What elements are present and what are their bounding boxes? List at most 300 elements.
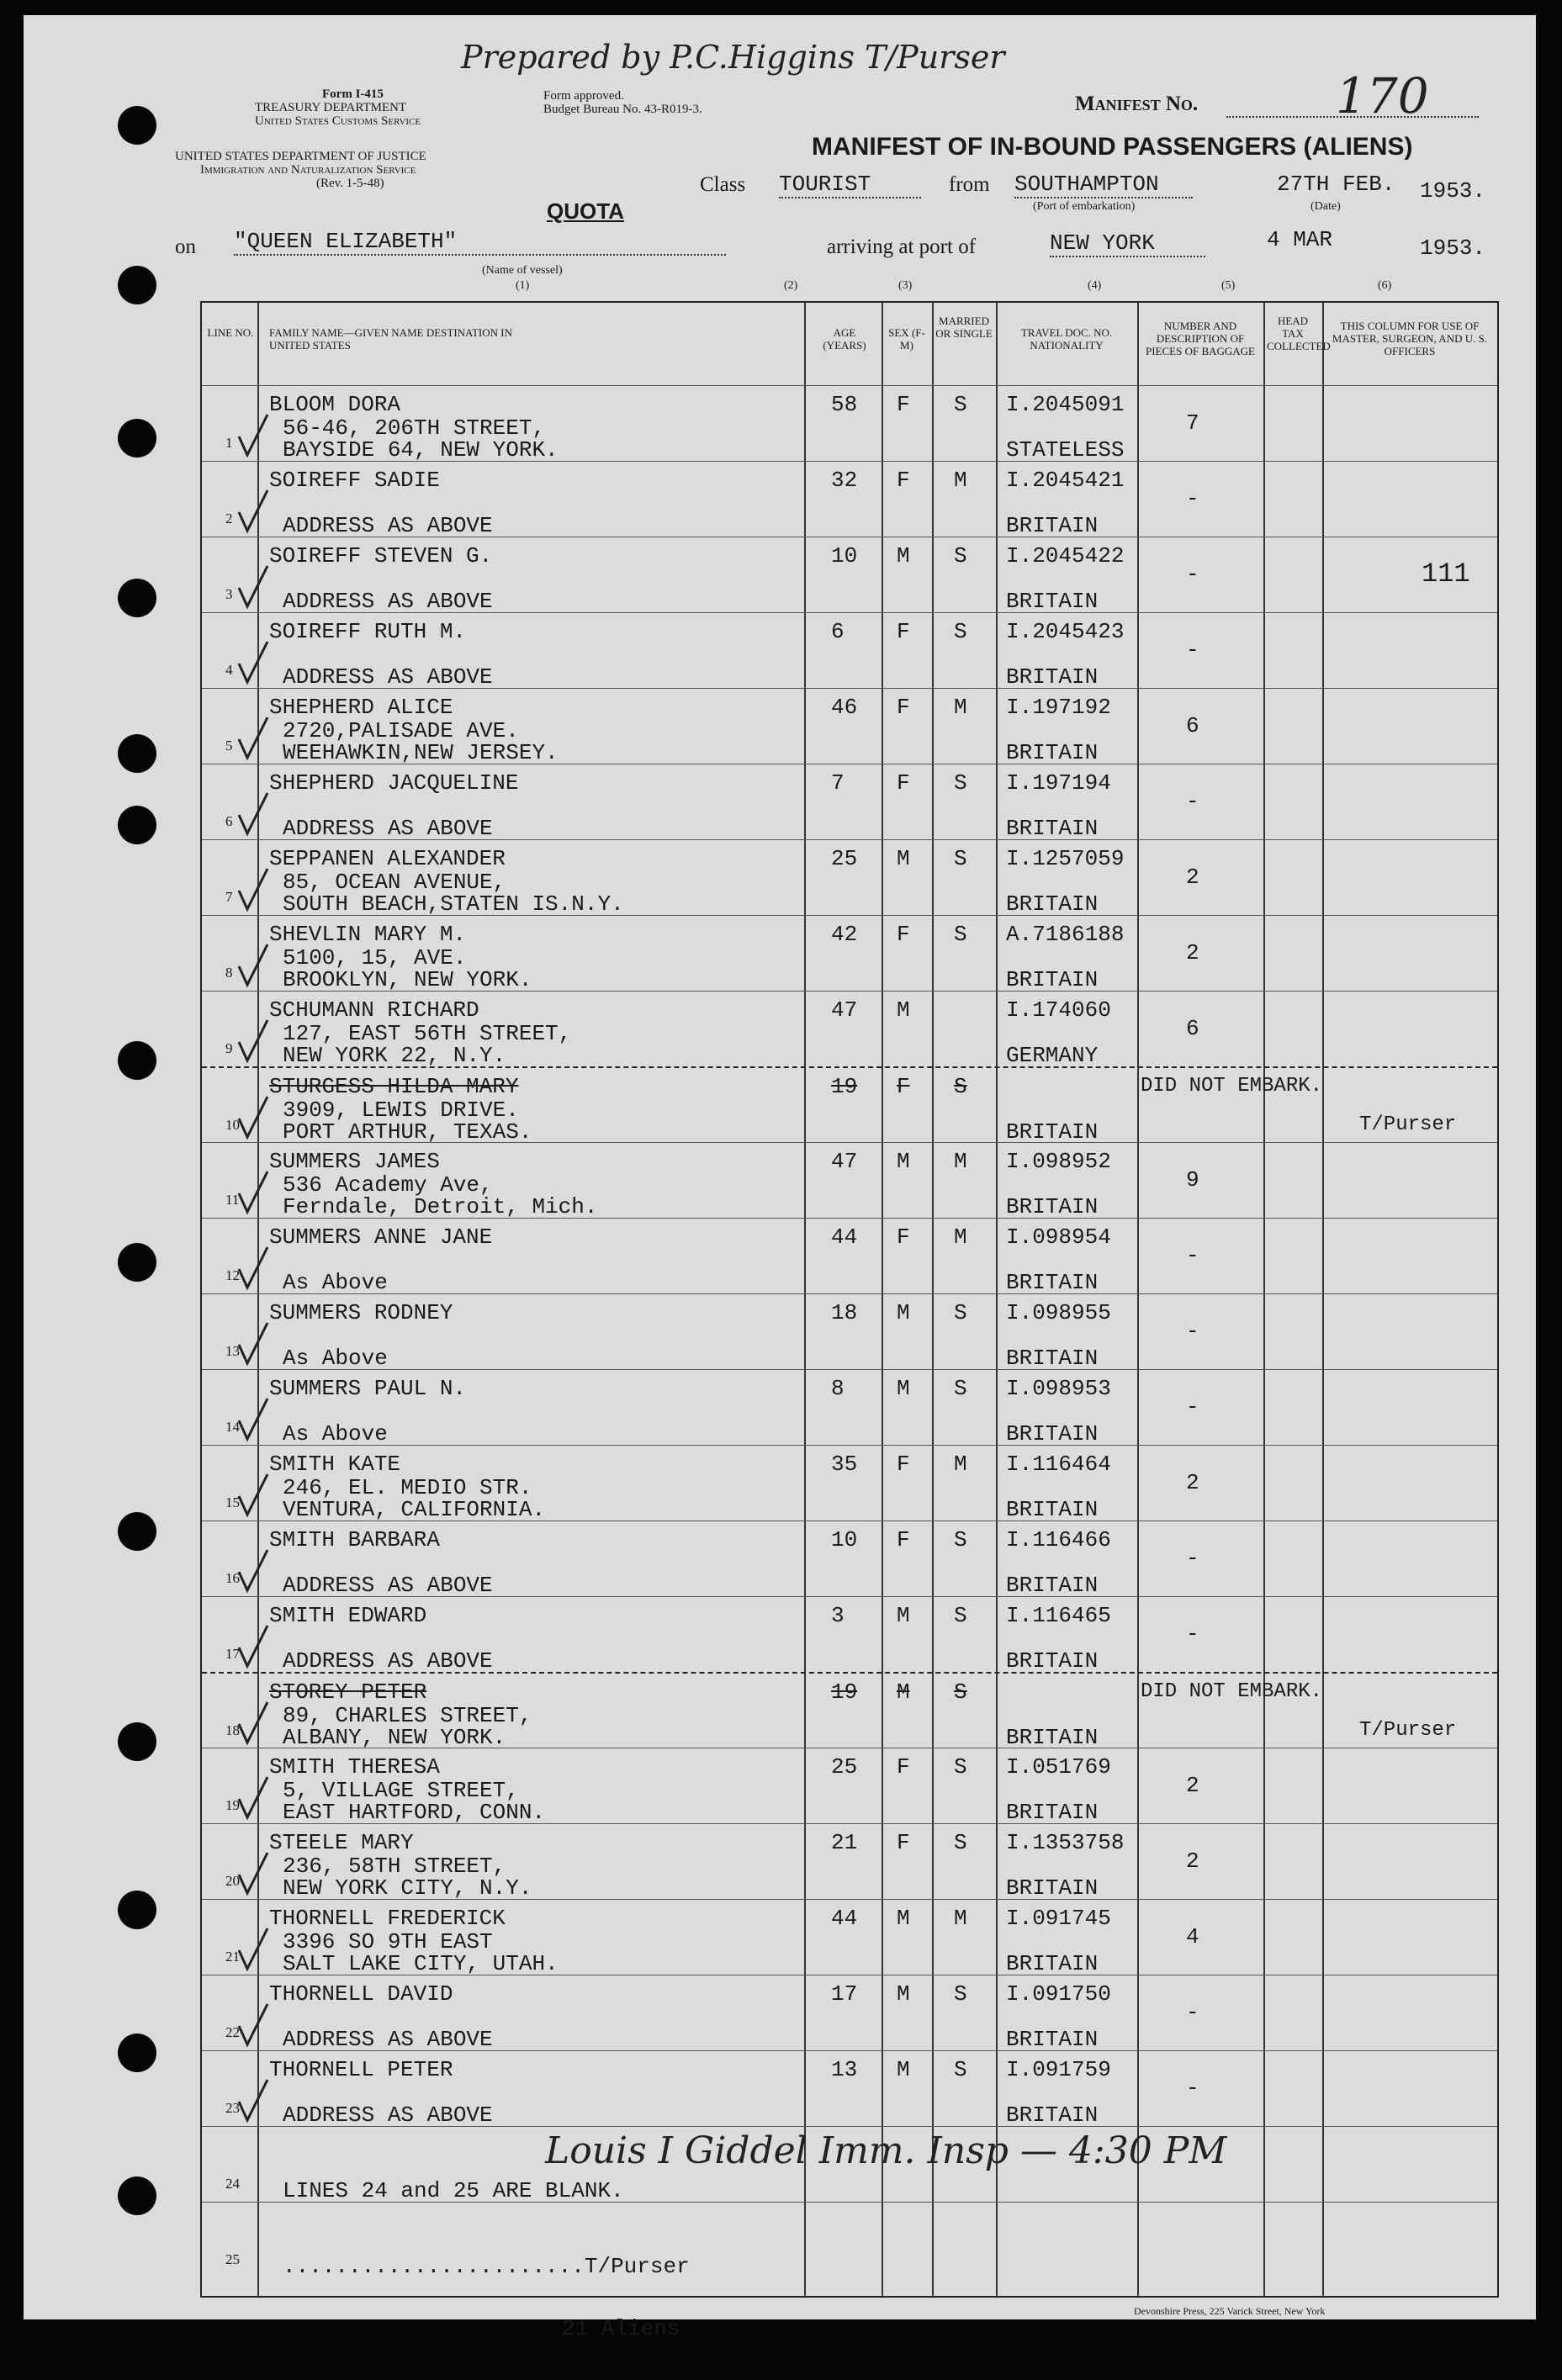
line-number: 1	[225, 435, 233, 451]
age-value: 44	[831, 1906, 858, 1931]
passenger-name: SHEPHERD JACQUELINE	[269, 770, 519, 796]
line-number: 22	[225, 2024, 240, 2040]
baggage-value: 2	[1186, 940, 1199, 965]
passenger-name: SHEVLIN MARY M.	[269, 922, 467, 947]
on-label: on	[175, 235, 196, 258]
line-number: 25	[225, 2251, 240, 2267]
line-number: 15	[225, 1494, 240, 1510]
baggage-value: -	[1186, 1621, 1199, 1647]
arrival-date: 4 MAR	[1267, 227, 1333, 252]
marital-status: S	[954, 1981, 967, 2007]
address-line-2: ADDRESS AS ABOVE	[283, 2102, 493, 2128]
binder-hole	[118, 579, 156, 617]
table-row	[202, 1369, 1497, 1446]
sex-value: M	[897, 1981, 910, 2007]
travel-doc-number: I.098954	[1006, 1224, 1111, 1250]
nationality: BRITAIN	[1006, 1119, 1099, 1145]
age-value: 58	[831, 392, 858, 417]
age-value: 13	[831, 2057, 858, 2082]
line-number: 18	[225, 1722, 240, 1738]
baggage-value: -	[1186, 1319, 1199, 1344]
table-row	[202, 1899, 1497, 1975]
travel-doc-number: I.098955	[1006, 1300, 1111, 1325]
marital-status: S	[954, 1754, 967, 1780]
nationality: BRITAIN	[1006, 664, 1099, 690]
age-value: 18	[831, 1300, 858, 1325]
binder-hole	[118, 1243, 156, 1282]
officer-note: 111	[1422, 558, 1470, 590]
nationality: BRITAIN	[1006, 513, 1099, 538]
baggage-value: -	[1186, 1546, 1199, 1571]
address-line-2: ADDRESS AS ABOVE	[283, 816, 493, 841]
line-number: 2	[225, 510, 233, 526]
checkmark-icon	[236, 638, 269, 685]
form-approved: Form approved.	[543, 89, 624, 103]
age-value: 3	[831, 1603, 845, 1628]
checkmark-icon	[236, 1093, 269, 1140]
table-row	[202, 764, 1497, 840]
column-number: (1)	[516, 279, 530, 292]
class-label: Class	[700, 173, 746, 196]
line-number: 17	[225, 1646, 240, 1662]
baggage-value: -	[1186, 2000, 1199, 2025]
travel-doc-number: I.098953	[1006, 1376, 1111, 1401]
age-value: 8	[831, 1376, 845, 1401]
line-number: 16	[225, 1570, 240, 1586]
passenger-name: SOIREFF STEVEN G.	[269, 543, 493, 569]
checkmark-icon	[236, 1622, 269, 1669]
passenger-name: STEELE MARY	[269, 1830, 414, 1855]
marital-status: S	[954, 1527, 967, 1552]
nationality: BRITAIN	[1006, 1573, 1099, 1598]
manifest-title: MANIFEST OF IN-BOUND PASSENGERS (ALIENS)	[812, 133, 1413, 161]
table-row	[202, 1521, 1497, 1597]
baggage-value: 6	[1186, 713, 1199, 738]
travel-doc-number: I.197194	[1006, 770, 1111, 796]
travel-doc-number: I.2045421	[1006, 468, 1125, 493]
table-row	[202, 1748, 1497, 1824]
col-header-married: MARRIED OR SINGLE	[935, 315, 993, 340]
travel-doc-number: I.2045422	[1006, 543, 1125, 569]
marital-status: S	[954, 543, 967, 569]
justice-label: UNITED STATES DEPARTMENT OF JUSTICE	[175, 150, 426, 163]
checkmark-icon	[236, 1774, 269, 1821]
manifest-no-label: Manifest No.	[1075, 93, 1199, 115]
sex-value: M	[897, 543, 910, 569]
age-value: 19	[831, 1074, 858, 1099]
age-value: 25	[831, 1754, 858, 1780]
passenger-name: SEPPANEN ALEXANDER	[269, 846, 506, 871]
address-line-2: PORT ARTHUR, TEXAS.	[283, 1119, 532, 1145]
line-number: 5	[225, 738, 233, 754]
age-value: 25	[831, 846, 858, 871]
sex-value: M	[897, 846, 910, 871]
baggage-value: -	[1186, 562, 1199, 587]
line-number: 10	[225, 1117, 240, 1133]
treasury-label: TREASURY DEPARTMENT	[255, 101, 407, 114]
sex-value: F	[897, 770, 910, 796]
nationality: BRITAIN	[1006, 891, 1099, 917]
sex-value: F	[897, 1830, 910, 1855]
address-line-2: LINES 24 and 25 ARE BLANK.	[283, 2178, 624, 2203]
passenger-name: SMITH EDWARD	[269, 1603, 427, 1628]
baggage-value: 6	[1186, 1016, 1199, 1041]
vessel-name: "QUEEN ELIZABETH"	[234, 229, 726, 256]
binder-hole	[118, 734, 156, 773]
column-number: (2)	[784, 279, 798, 292]
passenger-name: STOREY PETER	[269, 1679, 427, 1705]
col-header-line-no: LINE NO.	[207, 326, 254, 339]
address-line-1: 89, CHARLES STREET,	[283, 1703, 532, 1728]
age-value: 35	[831, 1452, 858, 1477]
nationality: BRITAIN	[1006, 1800, 1099, 1825]
marital-status: M	[954, 1149, 967, 1174]
baggage-value: 7	[1186, 410, 1199, 436]
table-row	[202, 1672, 1497, 1749]
address-line-1: 536 Academy Ave,	[283, 1172, 493, 1198]
marital-status: S	[954, 392, 967, 417]
line-number: 14	[225, 1419, 240, 1435]
form-id: Form I-415	[322, 87, 384, 101]
column-number: (6)	[1378, 279, 1392, 292]
line-number: 12	[225, 1267, 240, 1283]
table-row	[202, 1218, 1497, 1294]
sex-value: F	[897, 392, 910, 417]
checkmark-icon	[236, 1395, 269, 1442]
sex-value: M	[897, 1679, 910, 1705]
sex-value: F	[897, 1754, 910, 1780]
marital-status: S	[954, 619, 967, 644]
checkmark-icon	[236, 2076, 269, 2123]
nationality: BRITAIN	[1006, 1497, 1099, 1522]
col-header-travel-doc: TRAVEL DOC. NO. NATIONALITY	[1020, 326, 1113, 352]
checkmark-icon	[236, 714, 269, 761]
line-number: 20	[225, 1873, 240, 1889]
nationality: BRITAIN	[1006, 589, 1099, 614]
manifest-no-value: 170	[1336, 67, 1429, 124]
nationality: GERMANY	[1006, 1043, 1099, 1068]
nationality: BRITAIN	[1006, 2102, 1099, 2128]
checkmark-icon	[236, 1849, 269, 1896]
age-value: 10	[831, 543, 858, 569]
passenger-name: SUMMERS RODNEY	[269, 1300, 453, 1325]
address-line-1: 246, EL. MEDIO STR.	[283, 1475, 532, 1500]
binder-hole	[118, 806, 156, 844]
sex-value: F	[897, 619, 910, 644]
sex-value: M	[897, 1376, 910, 1401]
checkmark-icon	[236, 1168, 269, 1215]
address-line-1: 5100, 15, AVE.	[283, 945, 467, 971]
line-number: 23	[225, 2100, 240, 2116]
address-line-1: 56-46, 206TH STREET,	[283, 415, 546, 441]
address-line-2: .......................T/Purser	[283, 2254, 690, 2279]
table-row	[202, 2202, 1497, 2278]
baggage-value: 2	[1186, 1470, 1199, 1495]
marital-status: S	[954, 1376, 967, 1401]
baggage-value: -	[1186, 1394, 1199, 1420]
marital-status: S	[954, 1300, 967, 1325]
rev-label: (Rev. 1-5-48)	[316, 177, 384, 190]
binder-hole	[118, 2176, 156, 2215]
binder-hole	[118, 1891, 156, 1929]
inspector-note: Louis I Giddel Imm. Insp — 4:30 PM	[545, 2129, 1227, 2172]
address-line-2: BROOKLYN, NEW YORK.	[283, 967, 532, 992]
officer-note: T/Purser	[1359, 1113, 1457, 1136]
checkmark-icon	[236, 1320, 269, 1367]
address-line-2: SALT LAKE CITY, UTAH.	[283, 1951, 559, 1976]
baggage-value: -	[1186, 2076, 1199, 2101]
nationality: STATELESS	[1006, 437, 1125, 463]
sex-value: M	[897, 1906, 910, 1931]
address-line-2: NEW YORK CITY, N.Y.	[283, 1875, 532, 1901]
col-header-name: FAMILY NAME—GIVEN NAME DESTINATION IN UNITED STATES	[269, 326, 513, 352]
arrival-port: NEW YORK	[1050, 230, 1205, 257]
travel-doc-number: I.2045423	[1006, 619, 1125, 644]
line-number: 9	[225, 1040, 233, 1056]
table-row	[202, 537, 1497, 613]
marital-status: S	[954, 922, 967, 947]
travel-doc-number: I.098952	[1006, 1149, 1111, 1174]
binder-hole	[118, 1722, 156, 1761]
nationality: BRITAIN	[1006, 1875, 1099, 1901]
line-number: 24	[225, 2176, 240, 2192]
line-number: 19	[225, 1797, 240, 1813]
aliens-count: 21 Aliens	[562, 2316, 680, 2341]
address-line-1: 236, 58TH STREET,	[283, 1854, 506, 1879]
sex-value: M	[897, 2057, 910, 2082]
passenger-name: THORNELL PETER	[269, 2057, 453, 2082]
address-line-2: ADDRESS AS ABOVE	[283, 513, 493, 538]
address-line-2: BAYSIDE 64, NEW YORK.	[283, 437, 559, 463]
baggage-value: -	[1186, 486, 1199, 511]
address-line-2: As Above	[283, 1346, 388, 1371]
class-value: TOURIST	[779, 172, 921, 198]
passenger-name: STURGESS HILDA MARY	[269, 1074, 519, 1099]
binder-hole	[118, 1041, 156, 1080]
travel-doc-number: I.197192	[1006, 695, 1111, 720]
address-line-2: EAST HARTFORD, CONN.	[283, 1800, 546, 1825]
age-value: 47	[831, 1149, 858, 1174]
passenger-name: SOIREFF SADIE	[269, 468, 440, 493]
age-value: 17	[831, 1981, 858, 2007]
table-row	[202, 612, 1497, 689]
binder-hole	[118, 106, 156, 145]
passenger-name: THORNELL FREDERICK	[269, 1906, 506, 1931]
line-number: 4	[225, 662, 233, 678]
table-row	[202, 1066, 1497, 1144]
address-line-1: 2720,PALISADE AVE.	[283, 718, 519, 743]
marital-status: S	[954, 770, 967, 796]
sex-value: F	[897, 468, 910, 493]
table-row	[202, 1445, 1497, 1521]
marital-status: M	[954, 468, 967, 493]
sex-value: F	[897, 922, 910, 947]
from-label: from	[949, 173, 990, 196]
travel-doc-number: I.2045091	[1006, 392, 1125, 417]
address-line-1: 3909, LEWIS DRIVE.	[283, 1097, 519, 1123]
age-value: 21	[831, 1830, 858, 1855]
travel-doc-number: I.091750	[1006, 1981, 1111, 2007]
address-line-1: 85, OCEAN AVENUE,	[283, 870, 506, 895]
passenger-name: SCHUMANN RICHARD	[269, 997, 479, 1023]
travel-doc-number: I.1353758	[1006, 1830, 1125, 1855]
sex-value: F	[897, 1527, 910, 1552]
line-number: 6	[225, 813, 233, 829]
baggage-value: 2	[1186, 865, 1199, 890]
line-number: 8	[225, 965, 233, 981]
marital-status: M	[954, 695, 967, 720]
marital-status: S	[954, 2057, 967, 2082]
sex-value: M	[897, 997, 910, 1023]
passenger-name: SUMMERS PAUL N.	[269, 1376, 467, 1401]
column-number: (3)	[898, 279, 913, 292]
marital-status: S	[954, 846, 967, 871]
table-row	[202, 991, 1497, 1067]
marital-status: M	[954, 1224, 967, 1250]
checkmark-icon	[236, 865, 269, 912]
col-header-sex: SEX (F-M)	[888, 326, 925, 352]
age-value: 19	[831, 1679, 858, 1705]
address-line-2: ADDRESS AS ABOVE	[283, 1573, 493, 1598]
passenger-name: SHEPHERD ALICE	[269, 695, 453, 720]
baggage-value: -	[1186, 637, 1199, 663]
passenger-name: SOIREFF RUTH M.	[269, 619, 467, 644]
baggage-value: -	[1186, 1243, 1199, 1268]
budget-bureau: Budget Bureau No. 43-R019-3.	[543, 103, 702, 116]
travel-doc-number: I.051769	[1006, 1754, 1111, 1780]
baggage-value: DID NOT EMBARK.	[1141, 1075, 1323, 1097]
travel-doc-number: I.116464	[1006, 1452, 1111, 1477]
marital-status: S	[954, 1679, 967, 1705]
line-number: 7	[225, 889, 233, 905]
nationality: BRITAIN	[1006, 816, 1099, 841]
col-header-officers: THIS COLUMN FOR USE OF MASTER, SURGEON, AND U. S. OFFICERS	[1332, 320, 1488, 357]
nationality: BRITAIN	[1006, 1421, 1099, 1447]
checkmark-icon	[236, 411, 269, 458]
col-header-age: AGE (YEARS)	[823, 326, 866, 352]
marital-status: S	[954, 1074, 967, 1099]
prepared-by-note: Prepared by P.C.Higgins T/Purser	[461, 39, 1005, 76]
checkmark-icon	[236, 1244, 269, 1291]
customs-label: United States Customs Service	[255, 114, 421, 128]
age-value: 42	[831, 922, 858, 947]
address-line-2: ALBANY, NEW YORK.	[283, 1725, 506, 1750]
sex-value: F	[897, 1224, 910, 1250]
marital-status: S	[954, 1603, 967, 1628]
sex-value: M	[897, 1603, 910, 1628]
binder-hole	[118, 1512, 156, 1551]
table-row	[202, 1293, 1497, 1370]
travel-doc-number: I.091745	[1006, 1906, 1111, 1931]
arrival-year: 1953.	[1420, 235, 1486, 261]
passenger-table	[200, 301, 1499, 2298]
table-row	[202, 1975, 1497, 2051]
passenger-name: THORNELL DAVID	[269, 1981, 453, 2007]
table-row	[202, 385, 1497, 462]
port-embark-caption: (Port of embarkation)	[1033, 200, 1136, 213]
address-line-1: 3396 SO 9TH EAST	[283, 1929, 493, 1954]
nationality: BRITAIN	[1006, 1648, 1099, 1674]
baggage-value: 2	[1186, 1848, 1199, 1874]
travel-doc-number: I.091759	[1006, 2057, 1111, 2082]
checkmark-icon	[236, 1017, 269, 1064]
nationality: BRITAIN	[1006, 2027, 1099, 2052]
age-value: 44	[831, 1224, 858, 1250]
column-number: (4)	[1088, 279, 1102, 292]
binder-hole	[118, 266, 156, 304]
manifest-page	[24, 15, 1536, 2341]
date-value: 27TH FEB.	[1277, 172, 1395, 197]
passenger-name: SMITH THERESA	[269, 1754, 440, 1780]
year-value: 1953.	[1420, 178, 1486, 204]
address-line-2: ADDRESS AS ABOVE	[283, 589, 493, 614]
travel-doc-number: A.7186188	[1006, 922, 1125, 947]
checkmark-icon	[236, 1471, 269, 1518]
vessel-caption: (Name of vessel)	[482, 264, 563, 277]
table-row	[202, 1596, 1497, 1673]
nationality: BRITAIN	[1006, 1270, 1099, 1295]
baggage-value: 2	[1186, 1773, 1199, 1798]
passenger-name: SUMMERS ANNE JANE	[269, 1224, 493, 1250]
checkmark-icon	[236, 1925, 269, 1972]
baggage-value: -	[1186, 789, 1199, 814]
line-number: 11	[225, 1192, 240, 1208]
nationality: BRITAIN	[1006, 1725, 1099, 1750]
travel-doc-number: I.116465	[1006, 1603, 1111, 1628]
address-line-2: As Above	[283, 1421, 388, 1447]
sex-value: M	[897, 1149, 910, 1174]
age-value: 32	[831, 468, 858, 493]
col-header-baggage: NUMBER AND DESCRIPTION OF PIECES OF BAGGAGE	[1145, 320, 1255, 357]
line-number: 13	[225, 1343, 240, 1359]
address-line-2: SOUTH BEACH,STATEN IS.N.Y.	[283, 891, 624, 917]
sex-value: F	[897, 1074, 910, 1099]
line-number: 21	[225, 1949, 240, 1965]
address-line-2: As Above	[283, 1270, 388, 1295]
address-line-2: ADDRESS AS ABOVE	[283, 664, 493, 690]
sex-value: F	[897, 695, 910, 720]
nationality: BRITAIN	[1006, 1346, 1099, 1371]
passenger-name: SUMMERS JAMES	[269, 1149, 440, 1174]
binder-hole	[118, 419, 156, 457]
checkmark-icon	[236, 790, 269, 837]
baggage-value: 9	[1186, 1167, 1199, 1193]
nationality: BRITAIN	[1006, 1951, 1099, 1976]
passenger-name: SMITH KATE	[269, 1452, 401, 1477]
table-row	[202, 2050, 1497, 2127]
table-row	[202, 1142, 1497, 1219]
table-row	[202, 839, 1497, 916]
checkmark-icon	[236, 1699, 269, 1746]
address-line-1: 5, VILLAGE STREET,	[283, 1778, 519, 1803]
checkmark-icon	[236, 487, 269, 534]
marital-status: S	[954, 1830, 967, 1855]
checkmark-icon	[236, 563, 269, 610]
travel-doc-number: I.174060	[1006, 997, 1111, 1023]
address-line-1: 127, EAST 56TH STREET,	[283, 1021, 572, 1046]
checkmark-icon	[236, 1547, 269, 1594]
sex-value: M	[897, 1300, 910, 1325]
address-line-2: ADDRESS AS ABOVE	[283, 1648, 493, 1674]
table-row	[202, 461, 1497, 537]
nationality: BRITAIN	[1006, 1194, 1099, 1219]
checkmark-icon	[236, 2001, 269, 2048]
sex-value: F	[897, 1452, 910, 1477]
quota-label: QUOTA	[547, 198, 624, 224]
marital-status: M	[954, 1906, 967, 1931]
column-number: (5)	[1221, 279, 1236, 292]
address-line-2: ADDRESS AS ABOVE	[283, 2027, 493, 2052]
